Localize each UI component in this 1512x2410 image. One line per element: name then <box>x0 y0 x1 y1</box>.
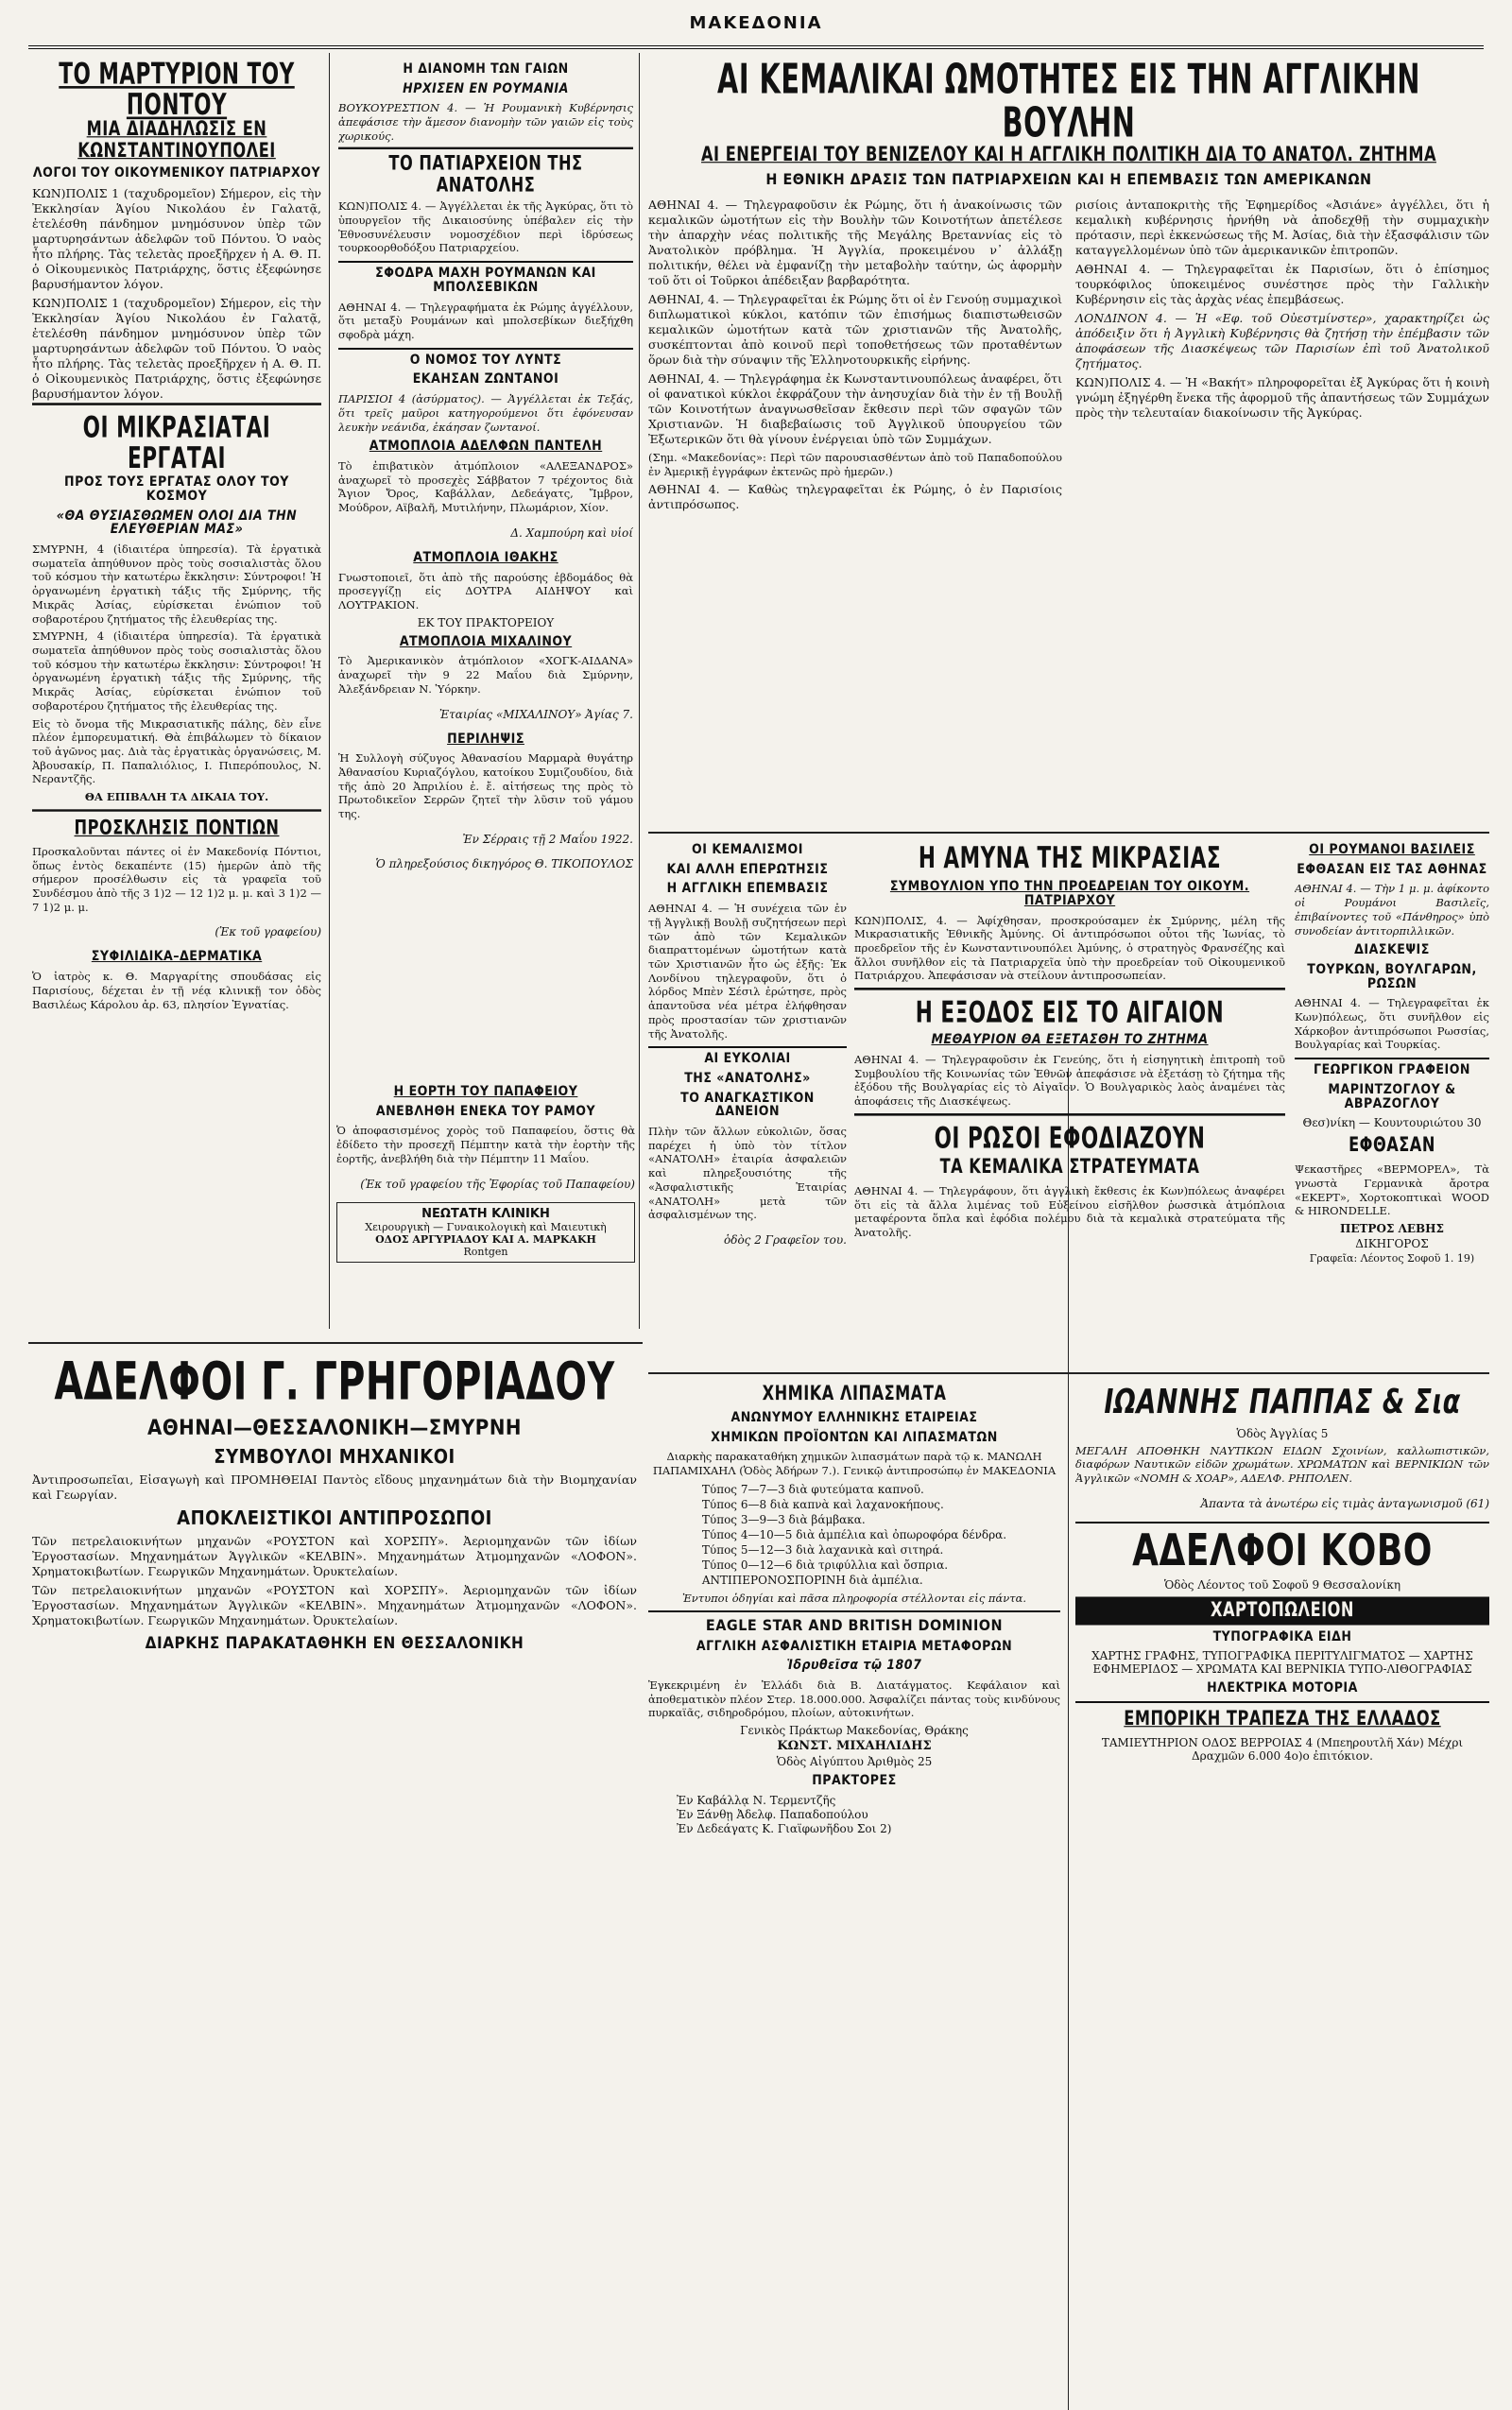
headline-kemalism: ΟΙ ΚΕΜΑΛΙΣΜΟΙ <box>692 842 803 857</box>
article-text: ΠΑΡΙΣΙΟΙ 4 (ἀσύρματος). — Ἀγγέλλεται ἐκ Τεξάς, ὅτι τρεῖς μαῦροι κατηγορούμενοι ὅτι ἐφόνευσαν λευκὴν νεάνιδα, ἐκάησαν ζωντανοί. <box>338 392 633 434</box>
ad-address: Ὁδὸς Ἀγγλίας 5 <box>1236 1426 1329 1440</box>
table-row: Τύπος 5—12—3 διὰ λαχανικὰ καὶ σιτηρά. <box>701 1542 944 1557</box>
article-text: ΑΘΗΝΑΙ 4. — Τὴν 1 μ. μ. ἀφίκοντο οἱ Ρουμάνοι Βασιλεῖς, ἐπιβαίνοντες τοῦ «Πάνθηρος» ὑπὸ συνοδείαν ἀντιτορπιλλικῶν. <box>1295 882 1489 938</box>
clinic-names: ΟΔΟΣ ΑΡΓΥΡΙΑΔΟΥ ΚΑΙ Α. ΜΑΡΚΑΚΗ <box>375 1232 596 1246</box>
article-text: Πλὴν τῶν ἄλλων εὐκολιῶν, ὅσας παρέχει ἡ ὑπὸ τὸν τίτλον «ΑΝΑΤΟΛΗ» ἐταιρία ἀσφαλειῶν καὶ πληρεξουσιότης τῆς «Ἀσφαλιστικῆς Ἑταιρίας «ΑΝΑΤΟΛΗ» μετὰ τῶν ἀσφαλισμένων της. <box>648 1125 847 1222</box>
ad-chemicals <box>648 1378 1060 2002</box>
headline-battle: ΣΦΟΔΡΑ ΜΑΧΗ ΡΟΥΜΑΝΩΝ ΚΑΙ ΜΠΟΛΣΕΒΙΚΩΝ <box>338 261 633 294</box>
article-text: ΕΚ ΤΟΥ ΠΡΑΚΤΟΡΕΙΟΥ <box>417 615 555 629</box>
ad-title: ΑΔΕΛΦΟΙ ΚΟΒΟ <box>1132 1525 1433 1576</box>
column-kemalism <box>648 837 847 1386</box>
lawyer-title: ΔΙΚΗΓΟΡΟΣ <box>1355 1237 1429 1251</box>
divider <box>1075 1701 1489 1703</box>
column-right-news <box>1295 837 1489 1367</box>
ad-title: ΙΩΑΝΝΗΣ ΠΑΠΠΑΣ & Σια <box>1104 1382 1461 1422</box>
article-text: Ψεκαστῆρες «ΒΕΡΜΟΡΕΛ», Τὰ γνωστὰ Γερμανικὰ ἄροτρα «ΕΚΕΡΤ», Χορτοκοπτικαὶ WOOD & HIRONDELLE. <box>1295 1162 1489 1218</box>
article-text: ΑΘΗΝΑΙ 4. — Ἡ συνέχεια τῶν ἐν τῇ Ἀγγλικῇ Βουλῇ συζητήσεων περὶ τῶν ἀπὸ τῶν Κεμαλικῶν διαπραττομένων ὠμοτήτων κατὰ τῶν Χριστιανῶν ἦτο ὡς ἑξῆς: Ἐκ Λονδίνου τηλεγραφοῦν, ὅτι ὁ λόρδος Μπὲν Σέσιλ ἐρώτησε, πρὸς ἀπαντοῦσα νέα μέτρα ἐλήφθησαν πρὸς προστασίαν τῶν χριστιανῶν τῆς Ἀνατολῆς. <box>648 902 847 1041</box>
article-text: ΑΘΗΝΑΙ, 4. — Τηλεγράφημα ἐκ Κωνσταντινουπόλεως ἀναφέρει, ὅτι οἱ φανατικοὶ κύκλοι ἐκφράζουν τὴν ἀνησυχίαν διὰ τὴν ἐν τῇ Βουλῇ τῶν Κοινοτήτων ἀναγνωσθεῖσαν ἔκθεσιν περὶ τῶν σφαγῶν τῶν Χριστιανῶν. Ἡ διαβεβαίωσις τοῦ Ἀγγλικοῦ ὑπουργείου τῶν Ἐξωτερικῶν ὅτι θὰ γίνουν ἐνέργειαι ὑπὸ τῶν Συμμάχων. <box>648 370 1062 446</box>
article-text: Ὁ ἀποφασισμένος χορὸς τοῦ Παπαφείου, ὅστις θὰ ἐδίδετο τὴν προσεχῆ Πέμπτην κατὰ τὴν ἑορτὴν τῆς ἐορτῆς, ἀνεβλήθη διὰ τὴν Πέμπτην 11 Μαΐου. <box>336 1124 635 1165</box>
ad-agents: ΠΡΑΚΤΟΡΕΣ <box>812 1773 897 1789</box>
article-signature: Ἐταιρίας «ΜΙΧΑΛΙΝΟΥ» Ἀγίας 7. <box>438 707 633 721</box>
article-text: ΑΘΗΝΑΙ 4. — Τηλεγραφήματα ἐκ Ρώμης ἀγγέλλουν, ὅτι μεταξὺ Ρουμάνων καὶ μπολσεβίκων διεξήχθη σφοδρὰ μάχη. <box>338 300 633 341</box>
masthead <box>28 13 1484 49</box>
ad-subtitle: ΧΑΡΤΟΠΩΛΕΙΟΝ <box>1075 1596 1489 1625</box>
subheadline-council: ΣΥΜΒΟΥΛΙΟΝ ΥΠΟ ΤΗΝ ΠΡΟΕΔΡΕΙΑΝ ΤΟΥ ΟΙΚΟΥΜ. ΠΑΤΡΙΑΡΧΟΥ <box>889 879 1250 908</box>
article-text: ΣΜΥΡΝΗ, 4 (ἰδιαιτέρα ὑπηρεσία). Τὰ ἐργατικὰ σωματεῖα ἀπηύθυνον πρὸς τοὺς σοσιαλιστὰς ὅλου τοῦ κόσμου τὴν κατωτέρω ἔκκλησιν: Σύντροφοι! Ἡ ὀργανωμένη ἐργατικὴ τάξις τῆς Σμύρνης, τῆς Μικρᾶς Ἀσίας, εὑρίσκεται ἐνώπιον τοῦ σοβαροτέρου ζητήματος τῆς ἐλευθερίας της. <box>32 629 321 713</box>
headline-royals: ΟΙ ΡΟΥΜΑΝΟΙ ΒΑΣΙΛΕΙΣ <box>1309 842 1475 857</box>
subheadline-arrived: ΕΦΘΑΣΑΝ ΕΙΣ ΤΑΣ ΑΘΗΝΑΣ <box>1297 861 1487 877</box>
agent-address: Ὁδὸς Αἰγύπτου Ἀριθμὸς 25 <box>776 1755 933 1769</box>
ads-right <box>1075 1378 1489 2002</box>
table-row: ΑΝΤΙΠΕΡΟΝΟΣΠΟΡΙΝΗ διὰ ἀμπέλια. <box>701 1573 923 1587</box>
main-right <box>1075 194 1489 516</box>
ad-subtitle: ΤΥΠΟΓΡΑΦΙΚΑ ΕΙΔΗ <box>1212 1628 1352 1644</box>
headline-facilities: ΑΙ ΕΥΚΟΛΙΑΙ <box>648 1046 847 1066</box>
subheadline-postponed: ΑΝΕΒΛΗΘΗ ΕΝΕΚΑ ΤΟΥ ΡΑΜΟΥ <box>375 1103 596 1119</box>
clinic-extra: Rontgen <box>463 1245 508 1258</box>
article-text: ΑΘΗΝΑΙ 4. — Τηλεγραφεῖται ἐκ Παρισίων, ὅτι ὁ ἐπίσημος τουρκόφιλος ὑποκειμένος συνέστησε πρὸς τὴν Γαλλικὴν Κυβέρνησιν εἰς τὰς ἀρχὰς νέας ἐπεμβάσεως. <box>1075 261 1489 306</box>
headline-defense: Η ΑΜΥΝΑ ΤΗΣ ΜΙΚΡΑΣΙΑΣ <box>918 840 1222 876</box>
article-text: (Σημ. «Μακεδονίας»: Περὶ τῶν παρουσιασθέντων ἀπὸ τοῦ Παπαδοπούλου ἐν Ἀμερικῇ ἐγγράφων ἐκτενῶς πρὸ ἡμερῶν.) <box>648 450 1062 478</box>
main-left <box>648 194 1062 516</box>
table-row: Τύπος 4—10—5 διὰ ἀμπέλια καὶ ὀπωροφόρα δένδρα. <box>701 1527 1007 1541</box>
subheadline-anatoli: ΤΗΣ «ΑΝΑΤΟΛΗΣ» <box>684 1070 811 1086</box>
subheadline-armies: ΤΑ ΚΕΜΑΛΙΚΑ ΣΤΡΑΤΕΥΜΑΤΑ <box>939 1154 1200 1179</box>
article-text: ΑΘΗΝΑΙ 4. — Καθὼς τηλεγραφεῖται ἐκ Ρώμης, ὁ ἐν Παρισίοις ἀντιπρόσωπος. <box>648 482 1062 512</box>
ad-title: ΧΗΜΙΚΑ ΛΙΠΑΣΜΑΤΑ <box>762 1381 947 1405</box>
subheadline-romania: ΗΡΧΙΣΕΝ ΕΝ ΡΟΥΜΑΝΙΑ <box>403 80 569 96</box>
ad-text: Τῶν πετρελαιοκινήτων μηχανῶν «ΡΟΥΣΤΟΝ καὶ ΧΟΡΣΠΥ». Ἀεριομηχανῶν τῶν ἰδίων Ἐργοστασίων. Μηχανημάτων Ἁγγλικῶν «ΚΕΛΒΙΝ». Μηχανημάτων Ἀτμομηχανῶν «ΛΟΦΟΝ». Χρηματοκιβωτίων. Γεωργικῶν Μηχανημάτων. Ὀρυκτελαίων. <box>32 1583 637 1628</box>
column-1 <box>32 57 321 1342</box>
article-text: Εἰς τὸ ὄνομα τῆς Μικρασιατικῆς πάλης, δὲν εἶνε πλέον ἐμπορευματική. Θὰ ἐπιβάλωμεν τὸ δίκαιον τοῦ ἀγῶνος μας. Διὰ τὰς ἐργατικὰς ὀργανώσεις, Μ. Ἀβουσακίρ, Π. Παπαλιόλιος, Ι. Πιπερόπουλος, Ν. Νεραντζῆς. <box>32 716 321 786</box>
ad-address: Ὁδὸς Λέοντος τοῦ Σοφοῦ 9 Θεσσαλονίκη <box>1163 1577 1401 1592</box>
ad-text: ΜΕΓΑΛΗ ΑΠΟΘΗΚΗ ΝΑΥΤΙΚΩΝ ΕΙΔΩΝ Σχοινίων, καλλωπιστικῶν, διαφόρων Ναυτικῶν εἰδῶν χρωμάτων. ΧΡΩΜΑΤΩΝ καὶ ΒΕΡΝΙΚΙΩΝ τῶν Ἁγγλικῶν «ΝΟΜΗ & ΧΟΑΡ», ΑΔΕΛΦ. ΡΗΠΟΛΕΝ. <box>1075 1443 1489 1485</box>
subheadline-intervention: Η ΑΓΓΛΙΚΗ ΕΠΕΜΒΑΣΙΣ <box>666 881 829 897</box>
article-signature: (Ἐκ τοῦ γραφείου τῆς Ἐφορίας τοῦ Παπαφείου) <box>360 1177 635 1191</box>
fertilizer-table <box>696 1482 1012 1588</box>
article-text: ΑΘΗΝΑΙ 4. — Τηλεγράφουν, ὅτι ἀγγλικὴ ἔκθεσις ἐκ Κων)πόλεως ἀναφέρει ὅτι εἰς τὰ ἄλλα λιμένας τοῦ Εὐξείνου εἰσῆλθον ῥωσσικὰ ἀτμόπλοια μεταφέροντα ὅπλα καὶ ἐφόδια πολέμου διὰ τὰ κεμαλικὰ στρατεύματα τῆς Ἀνατολῆς. <box>854 1183 1285 1240</box>
agent-title: Γενικὸς Πράκτωρ Μακεδονίας, Θράκης <box>740 1724 969 1738</box>
headline-kemalist: ΑΙ ΚΕΜΑΛΙΚΑΙ ΩΜΟΤΗΤΕΣ ΕΙΣ ΤΗΝ ΑΓΓΛΙΚΗΝ ΒΟΥΛΗΝ <box>717 57 1420 146</box>
agent-name: ΚΩΝΣΤ. ΜΙΧΑΗΛΙΔΗΣ <box>777 1739 932 1754</box>
headline-arrived: ΕΦΘΑΣΑΝ <box>1349 1132 1435 1158</box>
headline-russians: ΟΙ ΡΩΣΟΙ ΕΦΟΔΙΑΖΟΥΝ <box>854 1113 1285 1154</box>
subheadline-demonstration: ΜΙΑ ΔΙΑΔΗΛΩΣΙΣ ΕΝ ΚΩΝΣΤΑΝΤΙΝΟΥΠΟΛΕΙ <box>77 117 276 164</box>
article-text: ΑΘΗΝΑΙ 4. — Τηλεγραφοῦσιν ἐκ Γενεύης, ὅτι ἡ εἰσηγητικὴ ἐπιτροπὴ τοῦ Συμβουλίου τῆς Κοινωνίας τῶν Ἐθνῶν ἀπεφάσισε νὰ ἐξετάσῃ τὸ ζήτημα τῆς ἐξόδου τῆς Βουλγαρίας εἰς τὸ Αἰγαῖον. Ὁ Βουλγαρικὸς λαὸς ἀναμένει τὰς ἀποφάσεις τῆς Διασκέψεως. <box>854 1053 1285 1109</box>
list-item: Ἐν Καβάλλᾳ Ν. Τερμεντζῆς <box>677 1793 836 1807</box>
subheadline-interpellation: ΚΑΙ ΑΛΛΗ ΕΠΕΡΩΤΗΣΙΣ <box>666 861 829 877</box>
ad-note: Ἐντυποι ὁδηγίαι καὶ πᾶσα πληροφορία στέλλονται εἰς πάντα. <box>681 1591 1027 1605</box>
article-signature: Δ. Χαμπούρη καὶ υἱοί <box>510 525 633 540</box>
headline-conference: ΔΙΑΣΚΕΨΙΣ <box>1354 942 1430 958</box>
article-signature: Ὁ πληρεξούσιος δικηγόρος Θ. ΤΙΚΟΠΟΥΛΟΣ <box>375 856 633 870</box>
table-row: Τύπος 6—8 διὰ καπνὰ καὶ λαχανοκήπους. <box>701 1497 944 1511</box>
subheadline-venizelos: ΑΙ ΕΝΕΡΓΕΙΑΙ ΤΟΥ ΒΕΝΙΖΕΛΟΥ ΚΑΙ Η ΑΓΓΛΙΚΗ ΠΟΛΙΤΙΚΗ ΔΙΑ ΤΟ ΑΝΑΤΟΛ. ΖΗΤΗΜΑ <box>701 142 1436 167</box>
list-item: Ἐν Δεδεάγατς Κ. Γιαϊφωνῆδου Σοι 2) <box>677 1821 892 1835</box>
headline-pantelis: ΑΤΜΟΠΛΟΙΑ ΑΔΕΛΦΩΝ ΠΑΝΤΕΛΗ <box>369 439 603 455</box>
subheadline-burned: ΕΚΑΗΣΑΝ ΖΩΝΤΑΝΟΙ <box>412 371 559 387</box>
article-signature: ὁδὸς 2 Γραφεῖον του. <box>724 1233 847 1248</box>
article-text: Προσκαλοῦνται πάντες οἱ ἐν Μακεδονίᾳ Πόντιοι, ὅπως ἐντὸς δεκαπέντε (15) ἡμερῶν ἀπὸ τῆς σήμερον προσέλθωσιν εἰς τὰ γραφεῖα τοῦ Συνδέσμου ἀπὸ τῆς 3 1)2 — 12 1)2 μ. μ. καὶ 3 1)2 — 7 1)2 μ. μ. <box>32 844 321 914</box>
headline-pontians: ΠΡΟΣΚΛΗΣΙΣ ΠΟΝΤΙΩΝ <box>32 809 321 839</box>
article-text: ΚΩΝ)ΠΟΛΙΣ 1 (ταχυδρομεῖον) Σήμερον, εἰς τὴν Ἐκκλησίαν Ἁγίου Νικολάου ἐν Γαλατᾷ, ἐτελέσθη πάνδημον μνημόσυνον ὑπὲρ τῶν μαρτυρησάντων ἀδελφῶν τοῦ Πόντου. Ὁ ναὸς ἦτο πλήρης. Τὰς τελετὰς προεξῆρχεν ἡ Α. Θ. Π. ὁ Οἰκουμενικὸς Πατριάρχης, ὅστις ἐξεφώνησε βαρυσήμαντον λόγον. <box>32 185 321 291</box>
article-text: ΣΜΥΡΝΗ, 4 (ἰδιαιτέρα ὑπηρεσία). Τὰ ἐργατικὰ σωματεῖα ἀπηύθυνον πρὸς τοὺς σοσιαλιστὰς ὅλου τοῦ κόσμου τὴν κατωτέρω ἔκκλησιν: Σύντροφοι! Ἡ ὀργανωμένη ἐργατικὴ τάξις τῆς Σμύρνης, τῆς Μικρᾶς Ἀσίας, εὑρίσκεται ἐνώπιον τοῦ σοβαροτέρου ζητήματος τῆς ἐλευθερίας της. <box>32 542 321 626</box>
table-row: Τύπος 3—9—3 διὰ βάμβακα. <box>701 1512 866 1526</box>
ad-subtitle: ΗΛΕΚΤΡΙΚΑ ΜΟΤΟΡΙΑ <box>1207 1680 1358 1696</box>
table-row: Τύπος 7—7—3 διὰ φυτεύματα καπνοῦ. <box>701 1482 924 1496</box>
article-text: ΚΩΝ)ΠΟΛΙΣ 4. — Ἡ «Βακήτ» πληροφορεῖται ἐξ Ἀγκύρας ὅτι ἡ κοινὴ γνώμη ἐξηγέρθη ἕνεκα τῆς ἀφορμοῦ τῆς ἀπαντήσεως τῶν Συμμάχων πρὸς τὴν τελευταίαν διακοίνωσιν τῆς Ἀγκύρας. <box>1075 374 1489 420</box>
headline-papafeio: Η ΕΟΡΤΗ ΤΟΥ ΠΑΠΑΦΕΙΟΥ <box>393 1084 578 1099</box>
article-text: ΚΩΝ)ΠΟΛΙΣ 4. — Ἀγγέλλεται ἐκ τῆς Ἀγκύρας, ὅτι τὸ ὑπουργεῖον τῆς Δικαιοσύνης ὑπέβαλεν εἰς τὴν Ἐθνοσυνέλευσιν νομοσχέδιον περὶ ἱδρύσεως τουρκοορθοδόξου Πατριαρχείου. <box>338 199 633 255</box>
agri-address: Θεσ)νίκη — Κουντουριώτου 30 <box>1302 1116 1482 1130</box>
section-rule <box>648 832 1489 834</box>
column-rule <box>639 53 640 1329</box>
divider <box>1075 1522 1489 1523</box>
subheadline-loan: ΤΟ ΑΝΑΓΚΑΣΤΙΚΟΝ ΔΑΝΕΙΟΝ <box>680 1090 815 1120</box>
ad-text: Διαρκὴς παρακαταθήκη χημικῶν λιπασμάτων παρὰ τῷ κ. ΜΑΝΩΛΗ ΠΑΠΑΜΙΧΑΗΛ (Ὁδὸς Ἀδήρων 7.). Γενικῷ ἀντιπροσώπῳ ἐν ΜΑΚΕΔΟΝΙΑ <box>652 1450 1057 1477</box>
article-text: ΑΘΗΝΑΙ, 4. — Τηλεγραφεῖται ἐκ Ρώμης ὅτι οἱ ἐν Γενούῃ συμμαχικοὶ διπλωματικοὶ κύκλοι, κατόπιν τῶν ἐπισήμως διαπιστωθεισῶν κεμαλικῶν ὠμοτήτων κατὰ τῶν χριστιανῶν τῆς Ἀνατολῆς, συσκέπτονται ἀπὸ κοινοῦ περὶ τοποθετήσεως τῶν προταθέντων ὅρων διὰ τὴν σύναψιν τῆς Ἑλληνοτουρκικῆς εἰρήνης. <box>648 291 1062 367</box>
article-text: Τὸ ἐπιβατικὸν ἀτμόπλοιον «ΑΛΕΞΑΝΔΡΟΣ» ἀναχωρεῖ τὸ προσεχὲς Σάββατον 7 τρέχοντος διὰ Ἄγιον Ὄρος, Καβάλλαν, Δεδεάγατς, Ἴμβρον, Μούδρον, Αϊβαλῆ, Μυτιλήνην, Πλωμάριον, Χίον. <box>338 458 633 515</box>
section-rule <box>28 1342 643 1344</box>
column-rule <box>329 53 330 1329</box>
headline-patriarchate: ΤΟ ΠΑΤΙΑΡΧΕΙΟΝ ΤΗΣ ΑΝΑΤΟΛΗΣ <box>338 146 633 197</box>
article-text: Τὸ Ἀμερικανικὸν ἀτμόπλοιον «ΧΟΓΚ-ΑΙΔΑΝΑ» ἀναχωρεῖ τὴν 9 22 Μαΐου διὰ Σμύρνην, Ἀλεξάνδρειαν Ν. Ὑόρκην. <box>338 654 633 696</box>
section-rule <box>648 1372 1489 1374</box>
ad-representatives: ΑΠΟΚΛΕΙΣΤΙΚΟΙ ΑΝΤΙΠΡΟΣΩΠΟΙ <box>177 1506 492 1530</box>
article-text: Ἡ Συλλογὴ σύζυγος Ἀθανασίου Μαρμαρὰ θυγάτηρ Ἀθανασίου Κυριαζόγλου, κατοίκου Συμιζουδίου, διὰ τῆς ἀπὸ 20 Ἀπριλίου ἐ. ἔ. αἰτήσεως της πρὸς τὸ Πρωτοδικεῖον Σερρῶν ζητεῖ τὴν λῦσιν τοῦ γάμου της. <box>338 751 633 821</box>
column-defense <box>854 837 1285 1367</box>
ad-subtitle: ΧΗΜΙΚΩΝ ΠΡΟΪΟΝΤΩΝ ΚΑΙ ΛΙΠΑΣΜΑΤΩΝ <box>711 1429 998 1445</box>
subheadline-conference: ΤΟΥΡΚΩΝ, ΒΟΥΛΓΑΡΩΝ, ΡΩΣΩΝ <box>1307 961 1477 991</box>
article-text: ΑΘΗΝΑΙ 4. — Τηλεγραφεῖται ἐκ Κων)πόλεως, ὅτι συνῆλθον εἰς Χάρκοβον ἀντιπρόσωποι Ρωσσίας, Βουλγαρίας καὶ Τουρκίας. <box>1295 996 1489 1052</box>
headline-michalinos: ΑΤΜΟΠΛΟΙΑ ΜΙΧΑΛΙΝΟΥ <box>399 633 573 649</box>
ad-text: Τῶν πετρελαιοκινήτων μηχανῶν «ΡΟΥΣΤΟΝ καὶ ΧΟΡΣΠΥ». Ἀεριομηχανῶν τῶν ἰδίων Ἐργοστασίων. Μηχανημάτων Ἁγγλικῶν «ΚΕΛΒΙΝ». Μηχανημάτων Ἀτμομηχανῶν «ΛΟΦΟΝ». Χρηματοκιβωτίων. Γεωργικῶν Μηχανημάτων. Ὀρυκτελαίων. <box>32 1534 637 1579</box>
subheadline-workers: ΠΡΟΣ ΤΟΥΣ ΕΡΓΑΤΑΣ ΟΛΟΥ ΤΟΥ ΚΟΣΜΟΥ <box>64 474 289 504</box>
article-text: ΚΩΝ)ΠΟΛΙΣ 1 (ταχυδρομεῖον) Σήμερον, εἰς τὴν Ἐκκλησίαν Ἁγίου Νικολάου ἐν Γαλατᾷ, ἐτελέσθη πάνδημον μνημόσυνον ὑπὲρ τῶν μαρτυρησάντων ἀδελφῶν τοῦ Πόντου. Ὁ ναὸς ἦτο πλήρης. Τὰς τελετὰς προεξῆρχεν ἡ Α. Θ. Π. ὁ Οἰκουμενικὸς Πατριάρχης, ὅστις ἐξεφώνησε βαρυσήμαντον λόγον. <box>32 295 321 401</box>
ad-note: Ἀπαντα τὰ ἀνωτέρω εἰς τιμὰς ἀνταγωνισμοῦ (61) <box>1200 1496 1489 1510</box>
article-text: ΛΟΝΔΙΝΟΝ 4. — Ἡ «Εφ. τοῦ Οὐεστμίνστερ», χαρακτηρίζει ὡς ἀπόδειξιν ὅτι ἡ Ἀγγλικὴ Κυβέρνησις θὰ ζητήσῃ τὴν ἐπέμβασιν τῶν ἀποφάσεων τῆς Διασκέψεως τῶν Παρισίων ἐπὶ τοῦ Ἀνατολικοῦ ζητήματος. <box>1075 310 1489 370</box>
headline-land: Η ΔΙΑΝΟΜΗ ΤΩΝ ΓΑΙΩΝ <box>403 61 569 77</box>
subheadline-agri-names: ΜΑΡΙΝΤΖΟΓΛΟΥ & ΑΒΡΑΖΟΓΛΟΥ <box>1328 1081 1456 1111</box>
ad-bank-title: ΕΜΠΟΡΙΚΗ ΤΡΑΠΕΖΑ ΤΗΣ ΕΛΛΑΔΟΣ <box>1124 1706 1441 1730</box>
clinic-title: ΝΕΩΤΑΤΗ ΚΛΙΝΙΚΗ <box>421 1206 550 1221</box>
subheadline-freedom: «ΘΑ ΘΥΣΙΑΣΘΩΜΕΝ ΟΛΟΙ ΔΙΑ ΤΗΝ ΕΛΕΥΘΕΡΙΑΝ ΜΑΣ» <box>56 508 298 538</box>
article-text: Ὁ ἰατρὸς κ. Θ. Μαργαρίτης σπουδάσας εἰς Παρισίους, δέχεται ἐν τῇ νέᾳ κλινικῇ τον ὁδὸς Βασιλέως Κάρολου ἀρ. 63, πλησίον Ἐγνατίας. <box>32 970 321 1011</box>
article-signature: (Ἐκ τοῦ γραφείου) <box>215 925 321 939</box>
column-3 <box>338 57 633 1073</box>
article-signature: ΘΑ ΕΠΙΒΑΛΗ ΤΑ ΔΙΚΑΙΑ ΤΟΥ. <box>84 790 269 804</box>
subheadline-patriarchates: Η ΕΘΝΙΚΗ ΔΡΑΣΙΣ ΤΩΝ ΠΑΤΡΙΑΡΧΕΙΩΝ ΚΑΙ Η ΕΠΕΜΒΑΣΙΣ ΤΩΝ ΑΜΕΡΙΚΑΝΩΝ <box>765 170 1372 189</box>
article-text: ΑΘΗΝΑΙ 4. — Τηλεγραφοῦσιν ἐκ Ρώμης, ὅτι ἡ ἀνακοίνωσις τῶν κεμαλικῶν ὠμοτήτων εἰς τὴν Βουλὴν τῶν Κοινοτήτων ἀπετέλεσε τὴν ἀπαρχὴν νέας πολιτικῆς τῆς Μεγάλης Βρεταννίας εἰς τὸ Ἀνατολικὸν πρόβλημα. Ἡ Ἀγγλία, προκειμένου ν᾿ ἀλλάξῃ πολιτικήν, θέλει νὰ ἐμφανίζῃ τὴν μεταβολὴν ταύτην, ὡς ἀφορμὴν τοῦ ὅτι οἱ Τοῦρκοι ἀπέδειξαν βαρβαρότητα. <box>648 197 1062 287</box>
headline-pontos: ΤΟ ΜΑΡΤΥΡΙΟΝ ΤΟΥ ΠΟΝΤΟΥ <box>59 57 295 122</box>
headline-workers: ΟΙ ΜΙΚΡΑΣΙΑΤΑΙ ΕΡΓΑΤΑΙ <box>32 403 321 474</box>
ad-text: ΧΑΡΤΗΣ ΓΡΑΦΗΣ, ΤΥΠΟΓΡΑΦΙΚΑ ΠΕΡΙΤΥΛΙΓΜΑΤΟΣ — ΧΑΡΤΗΣ ΕΦΗΜΕΡΙΔΟΣ — ΧΡΩΜΑΤΑ ΚΑΙ ΒΕΡΝΙΚΙΑ ΤΥΠΟ-ΛΙΘΟΓΡΑΦΙΑΣ <box>1091 1649 1473 1677</box>
column-2 <box>336 1079 635 1334</box>
article-signature: Ἐν Σέρραις τῇ 2 Μαΐου 1922. <box>462 832 633 846</box>
list-item: Ἐν Ξάνθῃ Ἀδελφ. Παπαδοπούλου <box>677 1807 868 1821</box>
ad-title: ΑΔΕΛΦΟΙ Γ. ΓΡΗΓΟΡΙΑΔΟΥ <box>54 1351 615 1413</box>
lawyer-address: Γραφεῖα: Λέοντος Σοφοῦ 1. 19) <box>1309 1252 1475 1265</box>
article-text: ρισίοις ἀνταποκριτὴς τῆς Ἐφημερίδος «Ἀσιάνε» ἀγγέλλει, ὅτι ἡ κεμαλικὴ κυβέρνησις ἠρνήθη νὰ ἀποδεχθῇ τὴν συμμαχικὴν πρότασιν, περὶ ἐκκενώσεως τῆς Μ. Ἀσίας, διὰ τὴν ἐξασφάλισιν τῶν καταγγελλομένων ὑπὸ τῶν ἀμερικανικῶν ἐπιτροπῶν. <box>1075 197 1489 257</box>
ad-subtitle: ΑΝΩΝΥΜΟΥ ΕΛΛΗΝΙΚΗΣ ΕΤΑΙΡΕΙΑΣ <box>730 1409 978 1425</box>
headline-summary: ΠΕΡΙΛΗΨΙΣ <box>447 731 524 747</box>
main-columns <box>648 194 1489 516</box>
ad-text: Ἀντιπροσωπεῖαι, Εἰσαγωγὴ καὶ ΠΡΟΜΗΘΕΙΑΙ Παντὸς εἴδους μηχανημάτων διὰ τὴν Βιομηχανίαν καὶ Γεωργίαν. <box>32 1472 637 1503</box>
ad-bank-text: ΤΑΜΙΕΥΤΗΡΙΟΝ ΟΔΟΣ ΒΕΡΡΟΙΑΣ 4 (Μπεηρουτλῆ Χάν) Μέχρι Δραχμῶν 6.000 4ο)ο ἐπιτόκιον. <box>1101 1735 1464 1763</box>
clinic-ad <box>336 1202 635 1263</box>
newspaper-title: ΜΑΚΕΔΟΝΙΑ <box>689 13 823 33</box>
table-row: Τύπος 0—12—6 διὰ τριφύλλια καὶ ὄσπρια. <box>701 1558 949 1572</box>
headline-aegean: Η ΕΞΟΔΟΣ ΕΙΣ ΤΟ ΑΙΓΑΙΟΝ <box>854 988 1285 1028</box>
article-text: ΒΟΥΚΟΥΡΕΣΤΙΟΝ 4. — Ἡ Ρουμανικὴ Κυβέρνησις ἀπεφάσισε τὴν ἄμεσον διανομὴν τῶν γαιῶν εἰς τοὺς χωρικούς. <box>338 101 633 143</box>
ad-subtitle: ΣΥΜΒΟΥΛΟΙ ΜΗΧΑΝΙΚΟΙ <box>214 1445 455 1469</box>
subheadline-patriarch: ΛΟΓΟΙ ΤΟΥ ΟΙΚΟΥΜΕΝΙΚΟΥ ΠΑΤΡΙΑΡΧΟΥ <box>32 165 321 181</box>
headline-ithaki: ΑΤΜΟΠΛΟΙΑ ΙΘΑΚΗΣ <box>413 549 558 565</box>
headline-agri-office: ΓΕΩΡΓΙΚΟΝ ΓΡΑΦΕΙΟΝ <box>1295 1058 1489 1077</box>
article-text: Γνωστοποιεῖ, ὅτι ἀπὸ τῆς παρούσης ἑβδομάδος θὰ προσεγγίζῃ εἰς ΔΟΥΤΡΑ ΑΙΔΗΨΟΥ καὶ ΛΟΥΤΡΑΚΙΟΝ. <box>338 570 633 611</box>
ad-cities: ΑΘΗΝΑΙ—ΘΕΣΣΑΛΟΝΙΚΗ—ΣΜΥΡΝΗ <box>147 1417 522 1441</box>
ad-subtitle: ΑΓΓΛΙΚΗ ΑΣΦΑΛΙΣΤΙΚΗ ΕΤΑΙΡΙΑ ΜΕΤΑΦΟΡΩΝ <box>696 1638 1013 1654</box>
ad-grigoriadou <box>32 1348 637 2000</box>
headline-clinic: ΣΥΦΙΛΙΔΙΚΑ–ΔΕΡΜΑΤΙΚΑ <box>91 949 263 965</box>
article-text: ΚΩΝ)ΠΟΛΙΣ, 4. — Ἀφίχθησαν, προσκρούσαμεν ἐκ Σμύρνης, μέλη τῆς Μικρασιατικῆς Ἐθνικῆς Ἀμύνης. Οἱ ἀντιπρόσωποι οὗτοι τῆς Ἰωνίας, τὸ προεδρεῖον τῆς ἐν Κωνσταντινουπόλει Ἀμύνης, ὁ στρατηγὸς Φρανσέζης καὶ ἄλλοι συνῆλθον εἰς τὰ Πατριαρχεῖα ὑπὸ τὴν προεδρείαν τοῦ Οἰκουμενικοῦ Πατριάρχου. Ἀπεφάσισαν νὰ στείλουν ἀντιπροσωπείαν. <box>854 913 1285 983</box>
lawyer-name: ΠΕΤΡΟΣ ΛΕΒΗΣ <box>1340 1222 1444 1236</box>
ad-text: Ἐγκεκριμένη ἐν Ἑλλάδι διὰ Β. Διατάγματος. Κεφάλαιον καὶ ἀποθεματικὸν πλέον Στερ. 18.000.000. Ἀσφαλίζει πάντας τοὺς κινδύνους πυρκαϊᾶς, σιδηροδρόμου, πλοίων, αὐτοκινήτων. <box>648 1678 1060 1720</box>
ad-title: EAGLE STAR AND BRITISH DOMINION <box>705 1615 1004 1634</box>
ad-depot: ΔΙΑΡΚΗΣ ΠΑΡΑΚΑΤΑΘΗΚΗ ΕΝ ΘΕΣΣΑΛΟΝΙΚΗ <box>145 1634 524 1654</box>
headline-lynch: Ο ΝΟΜΟΣ ΤΟΥ ΛΥΝΤΣ <box>338 348 633 368</box>
divider <box>648 1610 1060 1612</box>
ad-founded: Ἱδρυθεῖσα τῷ 1807 <box>786 1658 922 1674</box>
clinic-subtitle: Χειρουργικὴ — Γυναικολογικὴ καὶ Μαιευτικὴ <box>365 1220 607 1233</box>
subheadline-examined: ΜΕΘΑΥΡΙΟΝ ΘΑ ΕΞΕΤΑΣΘΗ ΤΟ ΖΗΤΗΜΑ <box>931 1032 1209 1048</box>
